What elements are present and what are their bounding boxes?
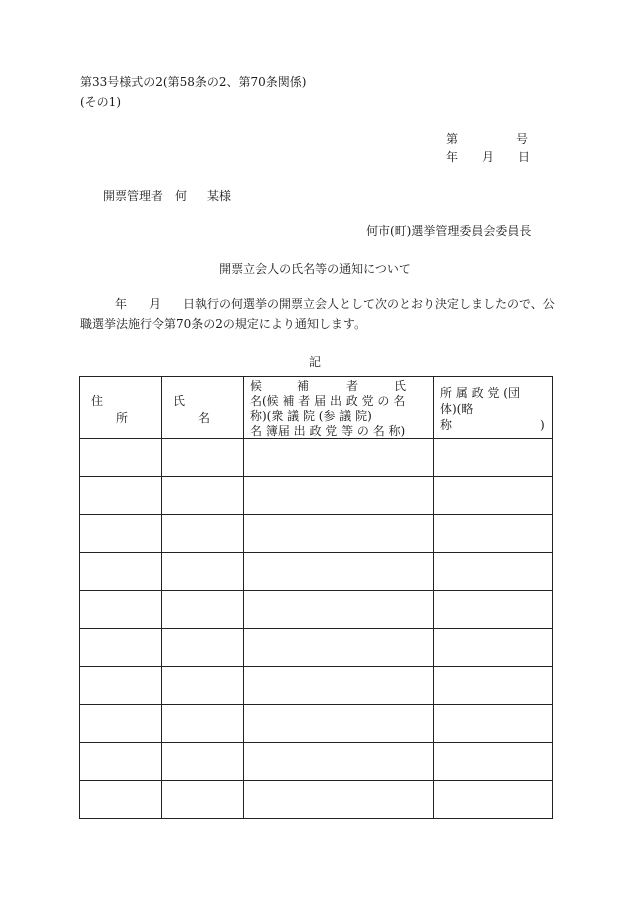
party-cell xyxy=(434,591,553,629)
header-name xyxy=(162,377,244,439)
candidate-cell xyxy=(244,515,434,553)
header-party-line-1: 所 属 政 党 (団 xyxy=(440,386,520,400)
header-party-line-3b: ) xyxy=(540,418,545,432)
party-cell xyxy=(434,667,553,705)
name-cell xyxy=(162,743,244,781)
table-row xyxy=(80,591,553,629)
party-cell xyxy=(434,439,553,477)
address-cell xyxy=(80,667,162,705)
table-row xyxy=(80,781,553,819)
name-cell xyxy=(162,439,244,477)
name-cell xyxy=(162,553,244,591)
party-cell xyxy=(434,629,553,667)
table-row xyxy=(80,553,553,591)
address-cell xyxy=(80,629,162,667)
header-candidate-line-3: 称)(衆 議 院 (参 議 院) xyxy=(250,409,372,423)
table-row xyxy=(80,667,553,705)
party-cell xyxy=(434,553,553,591)
nominee-table xyxy=(79,376,553,819)
header-candidate-char-1: 候 xyxy=(250,379,263,393)
candidate-cell xyxy=(244,553,434,591)
body-line-2: 職選挙法施行令第70条の2の規定により通知します。 xyxy=(80,317,366,331)
year-label: 年 xyxy=(446,150,459,164)
month-label: 月 xyxy=(482,150,495,164)
table-row xyxy=(80,743,553,781)
candidate-cell xyxy=(244,591,434,629)
party-cell xyxy=(434,515,553,553)
day-label: 日 xyxy=(518,150,531,164)
party-cell xyxy=(434,705,553,743)
dai-label: 第 xyxy=(446,132,459,146)
header-candidate xyxy=(244,377,434,439)
ki-heading: 記 xyxy=(308,355,321,369)
header-party xyxy=(434,377,553,439)
table-row xyxy=(80,477,553,515)
candidate-cell xyxy=(244,667,434,705)
reference-number xyxy=(446,133,528,145)
address-cell xyxy=(80,439,162,477)
header-name-char-2: 名 xyxy=(198,411,211,425)
body-line-1 xyxy=(115,298,555,310)
name-cell xyxy=(162,591,244,629)
table-body xyxy=(80,439,553,819)
address-cell xyxy=(80,705,162,743)
header-party-line-3a: 称 xyxy=(440,418,453,432)
table-row xyxy=(80,515,553,553)
body-month: 月 xyxy=(149,297,162,311)
address-cell xyxy=(80,591,162,629)
candidate-cell xyxy=(244,439,434,477)
issue-date xyxy=(446,151,530,163)
address-cell xyxy=(80,553,162,591)
issuer: 何市(町)選挙管理委員会委員長 xyxy=(366,224,532,238)
address-cell xyxy=(80,781,162,819)
addressee xyxy=(103,190,231,202)
candidate-cell xyxy=(244,477,434,515)
header-address-char-2: 所 xyxy=(116,411,129,425)
go-label: 号 xyxy=(516,132,529,146)
addressee-name: 何 xyxy=(175,189,188,203)
address-cell xyxy=(80,515,162,553)
name-cell xyxy=(162,781,244,819)
candidate-cell xyxy=(244,743,434,781)
party-cell xyxy=(434,781,553,819)
address-cell xyxy=(80,743,162,781)
body-text: 日執行の何選挙の開票立会人として次のとおり決定しましたので、公 xyxy=(183,297,555,311)
header-candidate-line-2: 名(候 補 者 届 出 政 党 の 名 xyxy=(250,394,406,408)
sub-number: (その1) xyxy=(80,95,121,109)
header-address xyxy=(80,377,162,439)
candidate-cell xyxy=(244,705,434,743)
header-candidate-line-4: 名 簿届 出 政 党 等 の 名 称) xyxy=(250,424,406,438)
header-candidate-char-2: 補 xyxy=(297,379,310,393)
table-row xyxy=(80,705,553,743)
addressee-title: 開票管理者 xyxy=(103,189,164,203)
table-row xyxy=(80,629,553,667)
candidate-cell xyxy=(244,781,434,819)
body-year: 年 xyxy=(115,297,128,311)
party-cell xyxy=(434,477,553,515)
name-cell xyxy=(162,515,244,553)
party-cell xyxy=(434,743,553,781)
addressee-suffix: 某様 xyxy=(207,189,232,203)
form-number: 第33号様式の2(第58条の2、第70条関係) xyxy=(80,75,307,89)
table-header-row xyxy=(80,377,553,439)
name-cell xyxy=(162,477,244,515)
candidate-cell xyxy=(244,629,434,667)
name-cell xyxy=(162,705,244,743)
table-row xyxy=(80,439,553,477)
header-candidate-char-4: 氏 xyxy=(394,379,407,393)
header-address-char-1: 住 xyxy=(91,394,104,408)
header-name-char-1: 氏 xyxy=(173,394,186,408)
header-candidate-char-3: 者 xyxy=(346,379,359,393)
address-cell xyxy=(80,477,162,515)
name-cell xyxy=(162,667,244,705)
document-title: 開票立会人の氏名等の通知について xyxy=(219,262,411,276)
name-cell xyxy=(162,629,244,667)
header-party-line-2: 体)(略 xyxy=(440,402,474,416)
